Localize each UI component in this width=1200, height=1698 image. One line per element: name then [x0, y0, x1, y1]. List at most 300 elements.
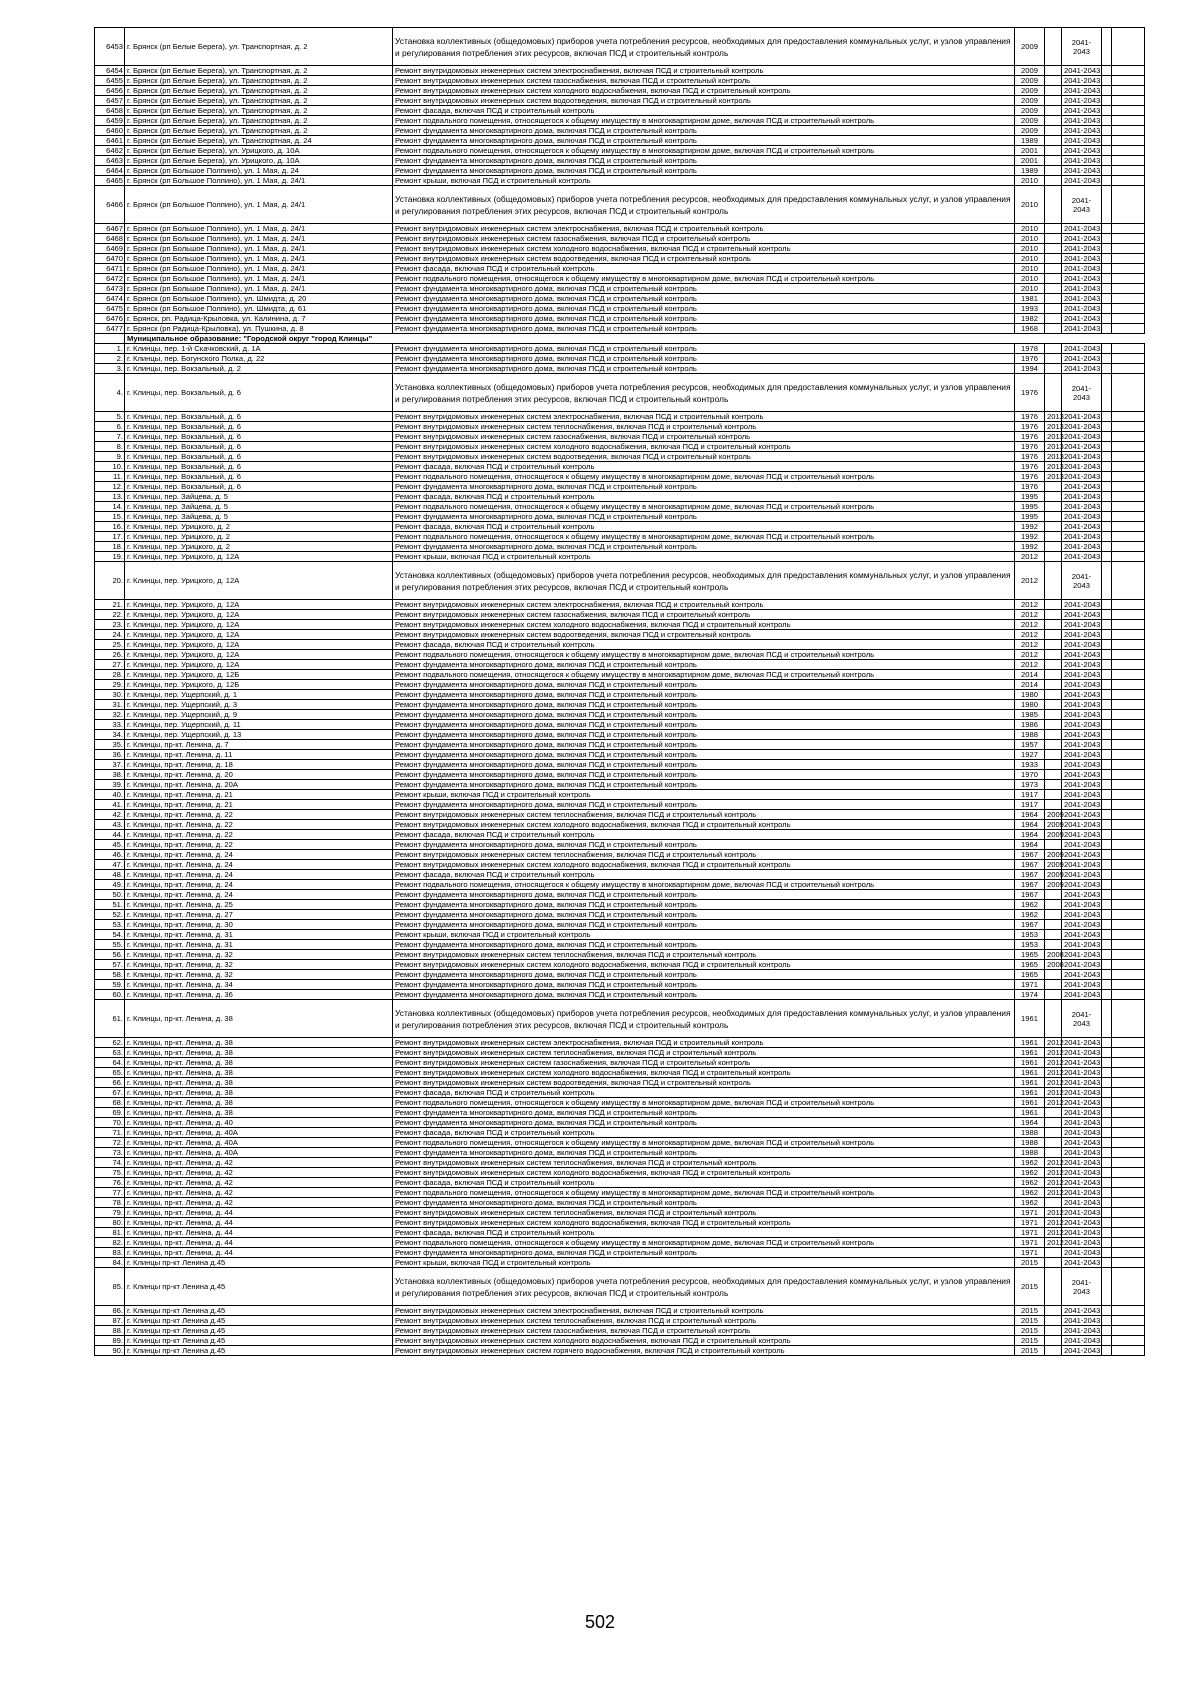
table-row: [95, 840, 1145, 850]
table-row: [95, 1108, 1145, 1118]
last-repair-year-cell: [1045, 542, 1062, 552]
empty-cell: [1112, 1178, 1145, 1188]
empty-cell: [1112, 970, 1145, 980]
table-row: [95, 274, 1145, 284]
address-cell: г. Клинцы, пр-кт. Ленина, д. 42: [125, 1158, 393, 1168]
last-repair-year-cell: 2012: [1045, 1238, 1062, 1248]
address-cell: г. Клинцы, пер. Урицкого, д. 12Б: [125, 680, 393, 690]
build-year-cell: 1964: [1015, 840, 1045, 850]
planned-period-cell: 2041-2043: [1062, 770, 1102, 780]
address-cell: г. Клинцы, пер. Вокзальный, д. 6: [125, 374, 393, 412]
address-cell: г. Клинцы пр-кт Ленина д.45: [125, 1306, 393, 1316]
empty-cell: [1112, 1058, 1145, 1068]
planned-period-cell: 2041-2043: [1062, 990, 1102, 1000]
build-year-cell: 1986: [1015, 720, 1045, 730]
last-repair-year-cell: [1045, 1258, 1062, 1268]
table-row: [95, 186, 1145, 224]
planned-period-cell: 2041-2043: [1062, 234, 1102, 244]
empty-cell: [1112, 620, 1145, 630]
address-cell: г. Клинцы, пр-кт. Ленина, д. 27: [125, 910, 393, 920]
build-year-cell: 2012: [1015, 552, 1045, 562]
last-repair-year-cell: [1045, 314, 1062, 324]
last-repair-year-cell: [1045, 274, 1062, 284]
address-cell: г. Клинцы, пер. Урицкого, д. 12А: [125, 630, 393, 640]
row-number-cell: 27.: [95, 660, 125, 670]
empty-cell: [1112, 344, 1145, 354]
address-cell: г. Клинцы, пер. Ущерпский, д. 3: [125, 700, 393, 710]
last-repair-year-cell: 2013: [1045, 422, 1062, 432]
empty-cell: [1102, 96, 1112, 106]
row-number-cell: 80.: [95, 1218, 125, 1228]
empty-cell: [1102, 354, 1112, 364]
address-cell: г. Клинцы, пр-кт. Ленина, д. 31: [125, 940, 393, 950]
planned-period-cell: 2041-2043: [1062, 502, 1102, 512]
table-row: [95, 354, 1145, 364]
empty-cell: [1112, 452, 1145, 462]
address-cell: г. Клинцы, пр-кт. Ленина, д. 44: [125, 1248, 393, 1258]
row-number-cell: 6470: [95, 254, 125, 264]
table-row: [95, 1178, 1145, 1188]
table-row: [95, 1218, 1145, 1228]
empty-cell: [1112, 86, 1145, 96]
address-cell: г. Клинцы, пр-кт. Ленина, д. 40А: [125, 1138, 393, 1148]
empty-cell: [1112, 234, 1145, 244]
build-year-cell: 2012: [1015, 640, 1045, 650]
address-cell: г. Клинцы, пр-кт. Ленина, д. 22: [125, 840, 393, 850]
build-year-cell: 2015: [1015, 1326, 1045, 1336]
row-number-cell: 90.: [95, 1346, 125, 1356]
planned-period-cell: 2041-2043: [1062, 512, 1102, 522]
empty-cell: [1102, 620, 1112, 630]
empty-cell: [1102, 1178, 1112, 1188]
build-year-cell: 1992: [1015, 522, 1045, 532]
work-type-cell: Ремонт подвального помещения, относящегося к общему имуществу в многоквартирном доме, включая ПСД и строительный контроль: [393, 532, 1015, 542]
table-row: [95, 452, 1145, 462]
row-number-cell: 77.: [95, 1188, 125, 1198]
empty-cell: [1102, 750, 1112, 760]
empty-cell: [1102, 324, 1112, 334]
empty-cell: [1112, 106, 1145, 116]
work-type-cell: Ремонт внутридомовых инженерных систем холодного водоснабжения, включая ПСД и строительный контроль: [393, 820, 1015, 830]
empty-cell: [1102, 66, 1112, 76]
planned-period-cell: 2041-2043: [1062, 324, 1102, 334]
table-row: [95, 374, 1145, 412]
address-cell: г. Клинцы, пр-кт. Ленина, д. 20: [125, 770, 393, 780]
last-repair-year-cell: [1045, 690, 1062, 700]
empty-cell: [1102, 136, 1112, 146]
last-repair-year-cell: [1045, 482, 1062, 492]
empty-cell: [1112, 1138, 1145, 1148]
empty-cell: [1102, 990, 1112, 1000]
planned-period-cell: 2041-2043: [1062, 412, 1102, 422]
empty-cell: [1112, 552, 1145, 562]
last-repair-year-cell: [1045, 284, 1062, 294]
table-row: [95, 166, 1145, 176]
address-cell: г. Клинцы, пр-кт. Ленина, д. 38: [125, 1000, 393, 1038]
last-repair-year-cell: 2012: [1045, 1188, 1062, 1198]
address-cell: г. Клинцы, пр-кт. Ленина, д. 38: [125, 1098, 393, 1108]
table-row: [95, 690, 1145, 700]
row-number-cell: 44.: [95, 830, 125, 840]
table-row: [95, 324, 1145, 334]
row-number-cell: 31.: [95, 700, 125, 710]
last-repair-year-cell: [1045, 1148, 1062, 1158]
address-cell: г. Брянск (рп Большое Полпино), ул. 1 Мая, д. 24/1: [125, 224, 393, 234]
empty-cell: [1112, 1188, 1145, 1198]
address-cell: г. Клинцы, пер. Урицкого, д. 12А: [125, 610, 393, 620]
row-number-cell: 68.: [95, 1098, 125, 1108]
empty-cell: [1112, 990, 1145, 1000]
planned-period-cell: 2041-2043: [1062, 840, 1102, 850]
row-number-cell: 76.: [95, 1178, 125, 1188]
last-repair-year-cell: [1045, 720, 1062, 730]
address-cell: г. Клинцы, пр-кт. Ленина, д. 32: [125, 970, 393, 980]
address-cell: г. Клинцы, пр-кт. Ленина, д. 7: [125, 740, 393, 750]
table-row: [95, 254, 1145, 264]
row-number-cell: 6469: [95, 244, 125, 254]
empty-cell: [1102, 254, 1112, 264]
build-year-cell: 2010: [1015, 234, 1045, 244]
empty-cell: [1102, 720, 1112, 730]
row-number-cell: 50.: [95, 890, 125, 900]
empty-cell: [1102, 810, 1112, 820]
planned-period-cell: 2041-2043: [1062, 1268, 1102, 1306]
last-repair-year-cell: [1045, 1138, 1062, 1148]
last-repair-year-cell: 2013: [1045, 452, 1062, 462]
table-row: [95, 660, 1145, 670]
empty-cell: [1112, 314, 1145, 324]
empty-cell: [1102, 670, 1112, 680]
planned-period-cell: 2041-2043: [1062, 930, 1102, 940]
address-cell: г. Клинцы, пр-кт. Ленина, д. 22: [125, 820, 393, 830]
last-repair-year-cell: 2013: [1045, 432, 1062, 442]
work-type-cell: Ремонт подвального помещения, относящегося к общему имуществу в многоквартирном доме, включая ПСД и строительный контроль: [393, 1238, 1015, 1248]
address-cell: г. Клинцы, пр-кт. Ленина, д. 38: [125, 1078, 393, 1088]
planned-period-cell: 2041-2043: [1062, 1058, 1102, 1068]
planned-period-cell: 2041-2043: [1062, 1188, 1102, 1198]
empty-cell: [1112, 1078, 1145, 1088]
table-row: [95, 136, 1145, 146]
build-year-cell: 1967: [1015, 860, 1045, 870]
work-type-cell: Ремонт фундамента многоквартирного дома, включая ПСД и строительный контроль: [393, 1118, 1015, 1128]
last-repair-year-cell: [1045, 640, 1062, 650]
work-type-cell: Ремонт фундамента многоквартирного дома, включая ПСД и строительный контроль: [393, 294, 1015, 304]
work-type-cell: Ремонт внутридомовых инженерных систем электроснабжения, включая ПСД и строительный контроль: [393, 412, 1015, 422]
last-repair-year-cell: [1045, 920, 1062, 930]
table-row: [95, 126, 1145, 136]
table-row: [95, 1000, 1145, 1038]
empty-cell: [1112, 284, 1145, 294]
last-repair-year-cell: [1045, 1128, 1062, 1138]
row-number-cell: 6455: [95, 76, 125, 86]
build-year-cell: 2009: [1015, 28, 1045, 66]
table-row: [95, 542, 1145, 552]
address-cell: г. Клинцы, пер. Вокзальный, д. 6: [125, 442, 393, 452]
work-type-cell: Ремонт внутридомовых инженерных систем холодного водоснабжения, включая ПСД и строительный контроль: [393, 620, 1015, 630]
planned-period-cell: 2041-2043: [1062, 940, 1102, 950]
empty-cell: [1112, 820, 1145, 830]
address-cell: г. Клинцы, пер. Вокзальный, д. 6: [125, 472, 393, 482]
table-row: [95, 720, 1145, 730]
row-number-cell: 52.: [95, 910, 125, 920]
table-row: [95, 1228, 1145, 1238]
row-number-cell: 3.: [95, 364, 125, 374]
address-cell: г. Брянск (рп Белые Берега), ул. Транспортная, д. 2: [125, 66, 393, 76]
build-year-cell: 1976: [1015, 452, 1045, 462]
empty-cell: [1112, 930, 1145, 940]
address-cell: г. Клинцы, пер. Ущерпский, д. 1: [125, 690, 393, 700]
row-number-cell: 65.: [95, 1068, 125, 1078]
last-repair-year-cell: [1045, 800, 1062, 810]
table-row: [95, 116, 1145, 126]
table-row: [95, 880, 1145, 890]
last-repair-year-cell: [1045, 354, 1062, 364]
empty-cell: [1112, 1316, 1145, 1326]
address-cell: г. Клинцы, пр-кт. Ленина, д. 36: [125, 990, 393, 1000]
empty-cell: [1112, 1238, 1145, 1248]
work-type-cell: Ремонт фундамента многоквартирного дома, включая ПСД и строительный контроль: [393, 304, 1015, 314]
table-row: [95, 176, 1145, 186]
table-row: [95, 710, 1145, 720]
address-cell: г. Брянск (рп Большое Полпино), ул. Шмидта, д. 61: [125, 304, 393, 314]
row-number-cell: 14.: [95, 502, 125, 512]
work-type-cell: Ремонт внутридомовых инженерных систем холодного водоснабжения, включая ПСД и строительный контроль: [393, 1336, 1015, 1346]
empty-cell: [1102, 930, 1112, 940]
work-type-cell: Ремонт внутридомовых инженерных систем электроснабжения, включая ПСД и строительный контроль: [393, 1306, 1015, 1316]
work-type-cell: Ремонт внутридомовых инженерных систем газоснабжения, включая ПСД и строительный контроль: [393, 1326, 1015, 1336]
last-repair-year-cell: [1045, 364, 1062, 374]
address-cell: г. Брянск (рп Белые Берега), ул. Урицкого, д. 10А: [125, 156, 393, 166]
work-type-cell: Ремонт фундамента многоквартирного дома, включая ПСД и строительный контроль: [393, 1148, 1015, 1158]
row-number-cell: 6472: [95, 274, 125, 284]
work-type-cell: Ремонт крыши, включая ПСД и строительный контроль: [393, 176, 1015, 186]
empty-cell: [1102, 1118, 1112, 1128]
row-number-cell: 41.: [95, 800, 125, 810]
last-repair-year-cell: 2012: [1045, 1078, 1062, 1088]
empty-cell: [1112, 156, 1145, 166]
empty-cell: [1102, 1326, 1112, 1336]
empty-cell: [1112, 1148, 1145, 1158]
empty-cell: [1102, 166, 1112, 176]
address-cell: г. Брянск (рп Белые Берега), ул. Транспортная, д. 24: [125, 136, 393, 146]
empty-cell: [1112, 442, 1145, 452]
planned-period-cell: 2041-2043: [1062, 244, 1102, 254]
empty-cell: [1102, 532, 1112, 542]
address-cell: г. Брянск (рп Большое Полпино), ул. 1 Мая, д. 24/1: [125, 244, 393, 254]
empty-cell: [1102, 1208, 1112, 1218]
planned-period-cell: 2041-2043: [1062, 1306, 1102, 1316]
row-number-cell: 83.: [95, 1248, 125, 1258]
section-header-row: [95, 334, 1145, 344]
empty-cell: [1112, 166, 1145, 176]
address-cell: г. Клинцы пр-кт Ленина д.45: [125, 1336, 393, 1346]
empty-cell: [1112, 492, 1145, 502]
work-type-cell: Ремонт фундамента многоквартирного дома, включая ПСД и строительный контроль: [393, 720, 1015, 730]
build-year-cell: 1917: [1015, 800, 1045, 810]
build-year-cell: 1988: [1015, 1148, 1045, 1158]
address-cell: г. Клинцы, пер. Урицкого, д. 12Б: [125, 670, 393, 680]
empty-cell: [1102, 910, 1112, 920]
address-cell: г. Клинцы, пр-кт. Ленина, д. 38: [125, 1108, 393, 1118]
build-year-cell: 1961: [1015, 1000, 1045, 1038]
planned-period-cell: 2041-2043: [1062, 126, 1102, 136]
address-cell: г. Клинцы, пр-кт. Ленина, д. 38: [125, 1068, 393, 1078]
row-number-cell: 6458: [95, 106, 125, 116]
planned-period-cell: 2041-2043: [1062, 422, 1102, 432]
row-number-cell: 6460: [95, 126, 125, 136]
build-year-cell: 1992: [1015, 542, 1045, 552]
build-year-cell: 2012: [1015, 600, 1045, 610]
address-cell: г. Брянск (рп Большое Полпино), ул. 1 Мая, д. 24/1: [125, 274, 393, 284]
row-number-cell: 46.: [95, 850, 125, 860]
row-number-cell: 71.: [95, 1128, 125, 1138]
build-year-cell: 1992: [1015, 532, 1045, 542]
last-repair-year-cell: [1045, 254, 1062, 264]
empty-cell: [1112, 1038, 1145, 1048]
work-type-cell: Ремонт фундамента многоквартирного дома, включая ПСД и строительный контроль: [393, 780, 1015, 790]
row-number-cell: 20.: [95, 562, 125, 600]
table-row: [95, 680, 1145, 690]
row-number-cell: 86.: [95, 1306, 125, 1316]
build-year-cell: 1967: [1015, 890, 1045, 900]
empty-cell: [1112, 1198, 1145, 1208]
build-year-cell: 1961: [1015, 1048, 1045, 1058]
last-repair-year-cell: [1045, 790, 1062, 800]
build-year-cell: 1967: [1015, 920, 1045, 930]
work-type-cell: Ремонт фундамента многоквартирного дома, включая ПСД и строительный контроль: [393, 750, 1015, 760]
address-cell: г. Клинцы, пр-кт. Ленина, д. 42: [125, 1198, 393, 1208]
work-type-cell: Ремонт внутридомовых инженерных систем теплоснабжения, включая ПСД и строительный контроль: [393, 1316, 1015, 1326]
work-type-cell: Ремонт фундамента многоквартирного дома, включая ПСД и строительный контроль: [393, 840, 1015, 850]
last-repair-year-cell: 2009: [1045, 860, 1062, 870]
last-repair-year-cell: [1045, 106, 1062, 116]
last-repair-year-cell: [1045, 970, 1062, 980]
build-year-cell: 1981: [1015, 294, 1045, 304]
row-number-cell: 88.: [95, 1326, 125, 1336]
empty-cell: [1102, 562, 1112, 600]
table-row: [95, 1208, 1145, 1218]
last-repair-year-cell: 2013: [1045, 472, 1062, 482]
planned-period-cell: 2041-2043: [1062, 28, 1102, 66]
address-cell: г. Клинцы, пр-кт. Ленина, д. 24: [125, 890, 393, 900]
work-type-cell: Установка коллективных (общедомовых) приборов учета потребления ресурсов, необходимых для предоставления коммунальных услуг, и узлов управления и регулирования потребления этих ресурсов, включая ПСД и строительный контроль: [393, 1000, 1015, 1038]
empty-cell: [1102, 462, 1112, 472]
planned-period-cell: 2041-2043: [1062, 780, 1102, 790]
planned-period-cell: 2041-2043: [1062, 660, 1102, 670]
work-type-cell: Ремонт внутридомовых инженерных систем холодного водоснабжения, включая ПСД и строительный контроль: [393, 86, 1015, 96]
table-row: [95, 1198, 1145, 1208]
address-cell: г. Клинцы, пр-кт. Ленина, д. 24: [125, 860, 393, 870]
build-year-cell: 2012: [1015, 620, 1045, 630]
work-type-cell: Ремонт фундамента многоквартирного дома, включая ПСД и строительный контроль: [393, 760, 1015, 770]
empty-cell: [1102, 264, 1112, 274]
empty-cell: [1102, 116, 1112, 126]
work-type-cell: Ремонт внутридомовых инженерных систем водоотведения, включая ПСД и строительный контроль: [393, 254, 1015, 264]
row-number-cell: 32.: [95, 710, 125, 720]
planned-period-cell: 2041-2043: [1062, 750, 1102, 760]
work-type-cell: Ремонт фундамента многоквартирного дома, включая ПСД и строительный контроль: [393, 284, 1015, 294]
planned-period-cell: 2041-2043: [1062, 1198, 1102, 1208]
work-type-cell: Ремонт крыши, включая ПСД и строительный контроль: [393, 790, 1015, 800]
build-year-cell: 1982: [1015, 314, 1045, 324]
empty-cell: [1102, 940, 1112, 950]
work-type-cell: Ремонт фундамента многоквартирного дома, включая ПСД и строительный контроль: [393, 980, 1015, 990]
address-cell: г. Клинцы, пр-кт. Ленина, д. 40А: [125, 1128, 393, 1138]
empty-cell: [1112, 412, 1145, 422]
empty-cell: [1112, 432, 1145, 442]
row-number-cell: 29.: [95, 680, 125, 690]
work-type-cell: Ремонт внутридомовых инженерных систем теплоснабжения, включая ПСД и строительный контроль: [393, 1158, 1015, 1168]
row-number-cell: 6473: [95, 284, 125, 294]
row-number-cell: 1.: [95, 344, 125, 354]
planned-period-cell: 2041-2043: [1062, 890, 1102, 900]
empty-cell: [1102, 630, 1112, 640]
work-type-cell: Ремонт фундамента многоквартирного дома, включая ПСД и строительный контроль: [393, 800, 1015, 810]
build-year-cell: 2014: [1015, 680, 1045, 690]
empty-cell: [1102, 950, 1112, 960]
empty-cell: [1102, 502, 1112, 512]
table-row: [95, 600, 1145, 610]
work-type-cell: Ремонт фасада, включая ПСД и строительный контроль: [393, 1128, 1015, 1138]
build-year-cell: 1989: [1015, 136, 1045, 146]
build-year-cell: 1971: [1015, 1248, 1045, 1258]
row-number-cell: 37.: [95, 760, 125, 770]
empty-cell: [1112, 830, 1145, 840]
build-year-cell: 1961: [1015, 1088, 1045, 1098]
table-row: [95, 412, 1145, 422]
address-cell: г. Брянск (рп Белые Берега), ул. Урицкого, д. 10А: [125, 146, 393, 156]
planned-period-cell: 2041-2043: [1062, 730, 1102, 740]
planned-period-cell: 2041-2043: [1062, 1000, 1102, 1038]
empty-cell: [1112, 374, 1145, 412]
row-number-cell: 38.: [95, 770, 125, 780]
empty-cell: [1112, 126, 1145, 136]
table-row: [95, 146, 1145, 156]
row-number-cell: 6462: [95, 146, 125, 156]
address-cell: г. Клинцы, пер. Вокзальный, д. 6: [125, 462, 393, 472]
work-type-cell: Ремонт фундамента многоквартирного дома, включая ПСД и строительный контроль: [393, 990, 1015, 1000]
row-number-cell: 42.: [95, 810, 125, 820]
row-number-cell: 34.: [95, 730, 125, 740]
address-cell: г. Клинцы, пр-кт. Ленина, д. 38: [125, 1048, 393, 1058]
empty-cell: [1102, 980, 1112, 990]
address-cell: г. Клинцы, пер. Вокзальный, д. 6: [125, 482, 393, 492]
last-repair-year-cell: 2012: [1045, 1038, 1062, 1048]
last-repair-year-cell: [1045, 1346, 1062, 1356]
table-row: [95, 700, 1145, 710]
last-repair-year-cell: 2009: [1045, 870, 1062, 880]
empty-cell: [1112, 800, 1145, 810]
work-type-cell: Ремонт подвального помещения, относящегося к общему имуществу в многоквартирном доме, включая ПСД и строительный контроль: [393, 1098, 1015, 1108]
row-number-cell: 6468: [95, 234, 125, 244]
work-type-cell: Ремонт фундамента многоквартирного дома, включая ПСД и строительный контроль: [393, 710, 1015, 720]
work-type-cell: Ремонт подвального помещения, относящегося к общему имуществу в многоквартирном доме, включая ПСД и строительный контроль: [393, 880, 1015, 890]
work-type-cell: Ремонт внутридомовых инженерных систем теплоснабжения, включая ПСД и строительный контроль: [393, 1208, 1015, 1218]
planned-period-cell: 2041-2043: [1062, 680, 1102, 690]
empty-cell: [1112, 840, 1145, 850]
table-row: [95, 920, 1145, 930]
row-number-cell: 57.: [95, 960, 125, 970]
empty-cell: [1102, 422, 1112, 432]
row-number-cell: 54.: [95, 930, 125, 940]
empty-cell: [1112, 1228, 1145, 1238]
work-type-cell: Ремонт подвального помещения, относящегося к общему имуществу в многоквартирном доме, включая ПСД и строительный контроль: [393, 502, 1015, 512]
table-row: [95, 314, 1145, 324]
empty-cell: [1112, 880, 1145, 890]
row-number-cell: 55.: [95, 940, 125, 950]
empty-cell: [1112, 1336, 1145, 1346]
row-number-cell: 18.: [95, 542, 125, 552]
